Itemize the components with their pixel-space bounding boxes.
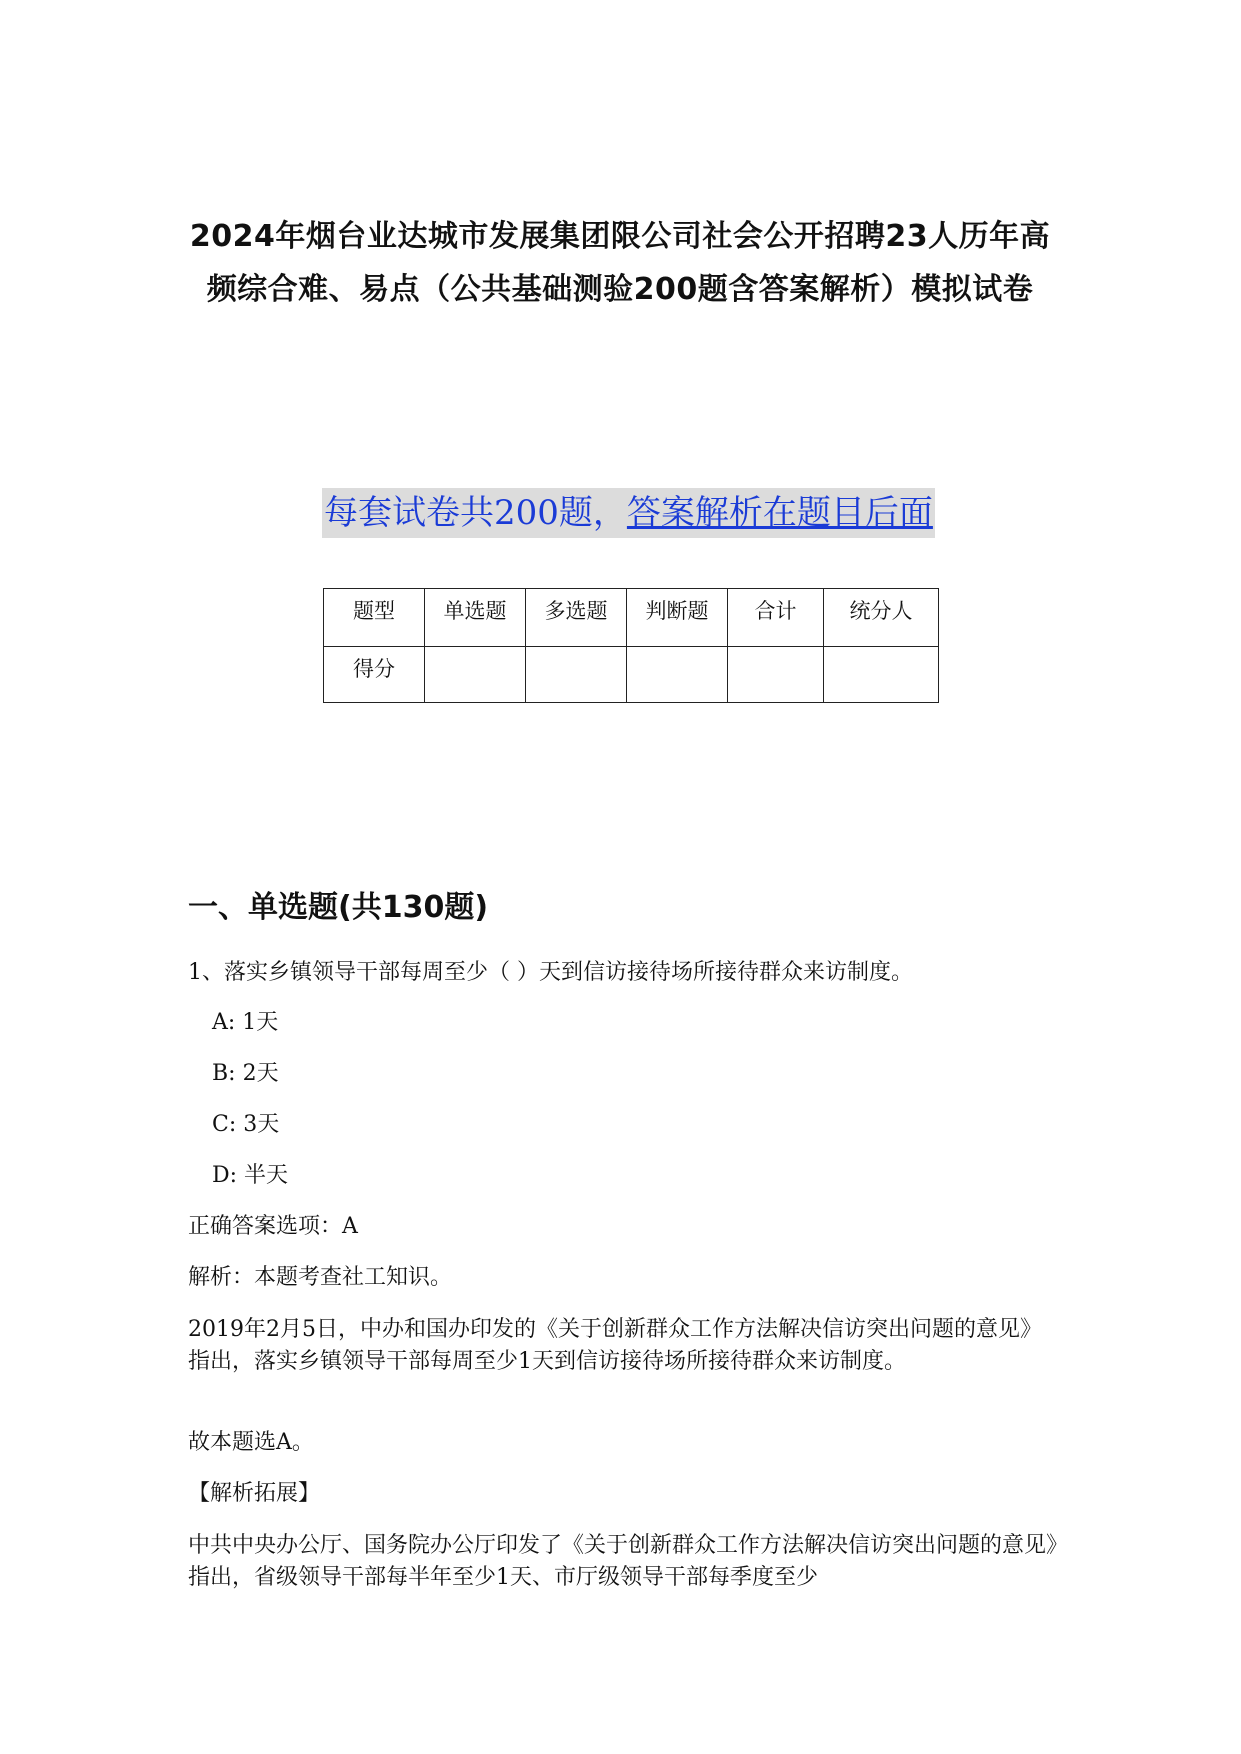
header-cell-scorer: 统分人 — [824, 589, 939, 647]
extension-body: 中共中央办公厅、国务院办公厅印发了《关于创新群众工作方法解决信访突出问题的意见》指出，省级领导干部每半年至少1天、市厅级领导干部每季度至少 — [188, 1533, 1058, 1590]
question-stem: 1、落实乡镇领导干部每周至少（ ）天到信访接待场所接待群众来访制度。 — [188, 960, 913, 985]
extension-label: 【解析拓展】 — [188, 1481, 321, 1506]
header-cell-judge: 判断题 — [627, 589, 728, 647]
subtitle-banner — [322, 488, 935, 538]
section-heading: 一、单选题(共130题) — [188, 890, 489, 925]
answer-location-link[interactable]: 答案解析在题目后面 — [626, 493, 933, 533]
header-cell-type: 题型 — [324, 589, 425, 647]
score-table-score-row — [324, 647, 939, 703]
subtitle-text: 每套试卷共200题， — [324, 493, 627, 533]
option-d: D: 半天 — [212, 1163, 289, 1188]
correct-answer: 正确答案选项：A — [188, 1214, 358, 1239]
option-c: C: 3天 — [212, 1112, 280, 1137]
document-title: 2024年烟台业达城市发展集团限公司社会公开招聘23人历年高频综合难、易点（公共基础测验200题含答案解析）模拟试卷 — [189, 219, 1051, 307]
score-cell — [728, 647, 824, 703]
header-cell-single: 单选题 — [425, 589, 526, 647]
analysis-title: 解析：本题考查社工知识。 — [188, 1265, 453, 1290]
conclusion: 故本题选A。 — [188, 1430, 314, 1455]
header-cell-total: 合计 — [728, 589, 824, 647]
option-b: B: 2天 — [212, 1061, 279, 1086]
option-a: A: 1天 — [212, 1010, 279, 1035]
analysis-body: 2019年2月5日，中办和国办印发的《关于创新群众工作方法解决信访突出问题的意见》指出，落实乡镇领导干部每周至少1天到信访接待场所接待群众来访制度。 — [188, 1317, 1042, 1374]
score-row-label: 得分 — [324, 647, 425, 703]
header-cell-multi: 多选题 — [526, 589, 627, 647]
score-cell — [526, 647, 627, 703]
score-table-header-row — [324, 589, 939, 647]
score-table — [323, 588, 939, 703]
score-cell — [425, 647, 526, 703]
score-cell — [627, 647, 728, 703]
score-cell — [824, 647, 939, 703]
